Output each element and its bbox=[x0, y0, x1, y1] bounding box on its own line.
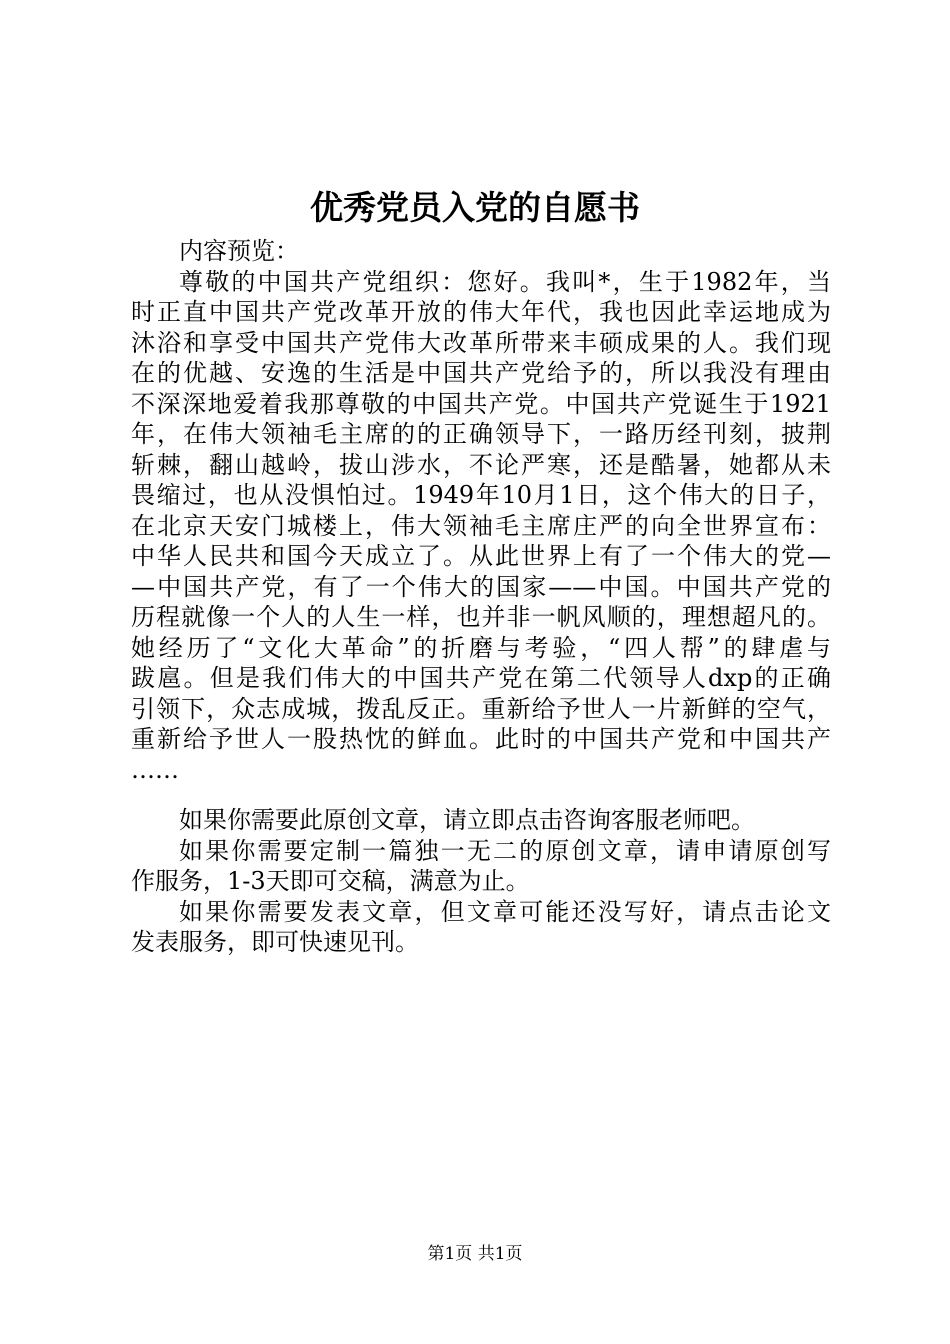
body-line-ellipsis: …… bbox=[131, 755, 179, 784]
body-line: 斩棘，翻山越岭，拔山涉水，不论严寒，还是酷暑，她都从未 bbox=[131, 450, 831, 479]
document-title: 优秀党员入党的自愿书 bbox=[310, 188, 640, 227]
promo-line: 发表服务，即可快速见刊。 bbox=[131, 928, 419, 956]
promo-line: 如果你需要发表文章，但文章可能还没写好，请点击论文 bbox=[179, 897, 831, 926]
body-line: —中国共产党，有了一个伟大的国家——中国。中国共产党的 bbox=[131, 572, 831, 601]
preview-paragraph bbox=[131, 267, 831, 786]
document-body bbox=[131, 236, 831, 958]
body-line: 重新给予世人一股热忱的鲜血。此时的中国共产党和中国共产 bbox=[131, 725, 831, 753]
body-line: 在北京天安门城楼上，伟大领袖毛主席庄严的向全世界宣布： bbox=[131, 511, 831, 540]
preview-label: 内容预览： bbox=[179, 237, 299, 265]
body-line: 沐浴和享受中国共产党伟大改革所带来丰硕成果的人。我们现 bbox=[131, 328, 831, 357]
body-line: 历程就像一个人的人生一样，也并非一帆风顺的，理想超凡的。 bbox=[131, 603, 831, 631]
body-line: 时正直中国共产党改革开放的伟大年代，我也因此幸运地成为 bbox=[131, 298, 831, 326]
promo-custom-paragraph bbox=[131, 836, 831, 897]
body-line: 引领下，众志成城，拨乱反正。重新给予世人一片新鲜的空气， bbox=[131, 694, 831, 723]
body-line: 在的优越、安逸的生活是中国共产党给予的，所以我没有理由 bbox=[131, 359, 831, 387]
promo-consult-paragraph: 如果你需要此原创文章，请立即点击咨询客服老师吧。 bbox=[179, 806, 755, 834]
body-line: 跋扈。但是我们伟大的中国共产党在第二代领导人dxp的正确 bbox=[131, 664, 831, 692]
body-line: 尊敬的中国共产党组织：您好。我叫*，生于1982年，当 bbox=[179, 267, 831, 296]
promo-publish-paragraph bbox=[131, 897, 831, 958]
paragraph-gap bbox=[131, 785, 831, 805]
body-line: 畏缩过，也从没惧怕过。1949年10月1日，这个伟大的日子， bbox=[131, 481, 831, 509]
promo-line: 如果你需要定制一篇独一无二的原创文章，请申请原创写 bbox=[179, 836, 831, 865]
body-line: 中华人民共和国今天成立了。从此世界上有了一个伟大的党— bbox=[131, 542, 831, 570]
promo-line: 作服务，1-3天即可交稿，满意为止。 bbox=[131, 867, 530, 895]
body-line: 年，在伟大领袖毛主席的的正确领导下，一路历经刊刻，披荆 bbox=[131, 420, 831, 448]
body-line: 她经历了“文化大革命”的折磨与考验，“四人帮”的肆虐与 bbox=[131, 633, 831, 662]
body-line: 不深深地爱着我那尊敬的中国共产党。中国共产党诞生于1921 bbox=[131, 389, 831, 418]
page-footer: 第1页 共1页 bbox=[427, 1244, 523, 1264]
